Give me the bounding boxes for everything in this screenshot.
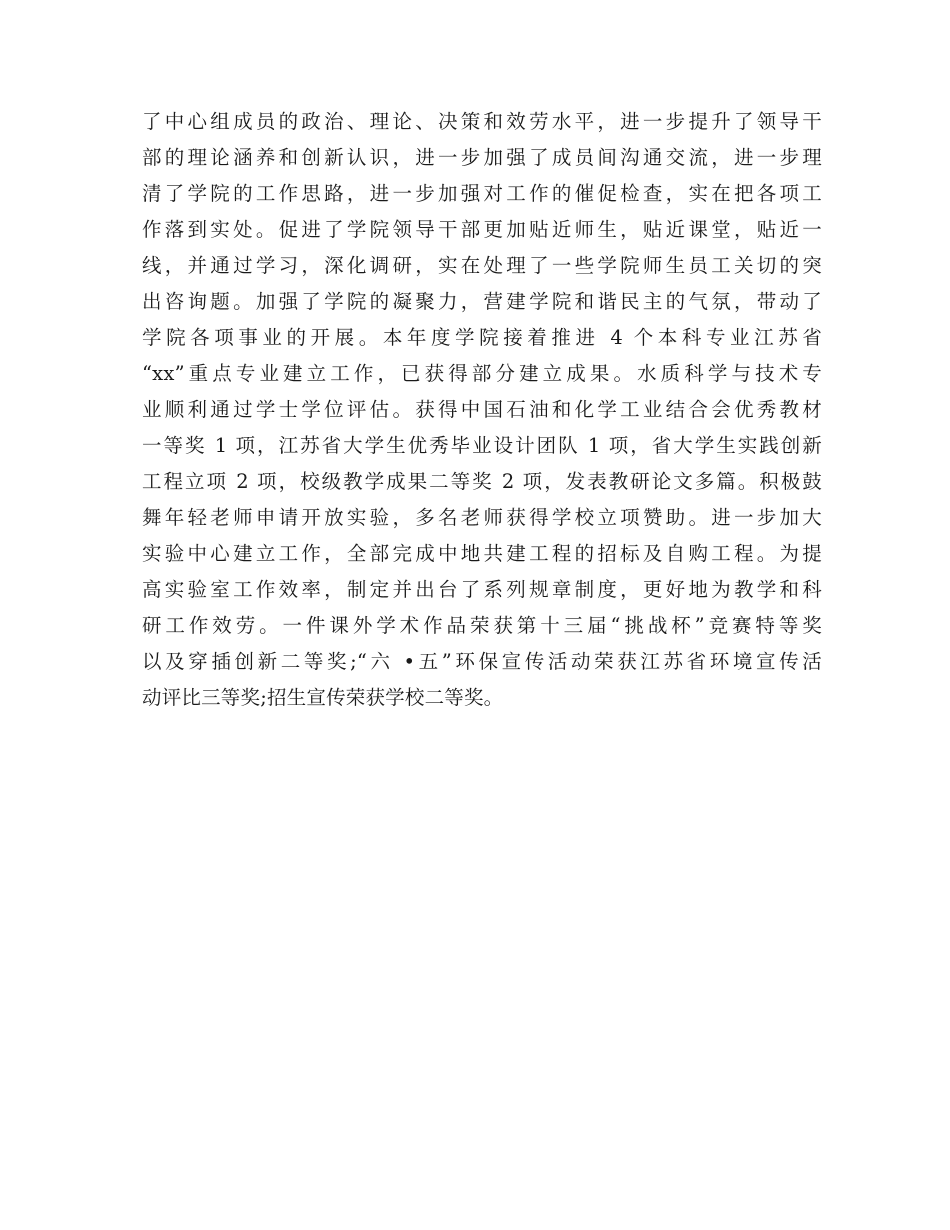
paragraph-line: 业顺利通过学士学位评估。获得中国石油和化学工业结合会优秀教材: [142, 398, 822, 421]
paragraph-line: 工程立项 2 项，校级教学成果二等奖 2 项，发表教研论文多篇。积极鼓: [142, 470, 822, 493]
paragraph-line: 学院各项事业的开展。本年度学院接着推进 4 个本科专业江苏省: [142, 326, 822, 349]
paragraph-line: 舞年轻老师申请开放实验，多名老师获得学校立项赞助。进一步加大: [142, 506, 822, 529]
paragraph-line: 作落到实处。促进了学院领导干部更加贴近师生，贴近课堂，贴近一: [142, 218, 822, 241]
paragraph-line: 清了学院的工作思路，进一步加强对工作的催促检查，实在把各项工: [142, 182, 822, 205]
paragraph-line: 实验中心建立工作，全部完成中地共建工程的招标及自购工程。为提: [142, 542, 822, 565]
paragraph-line: 研工作效劳。一件课外学术作品荣获第十三届“挑战杯”竞赛特等奖: [142, 614, 822, 637]
paragraph-line: 一等奖 1 项，江苏省大学生优秀毕业设计团队 1 项，省大学生实践创新: [142, 434, 822, 457]
paragraph-line: 线，并通过学习，深化调研，实在处理了一些学院师生员工关切的突: [142, 254, 822, 277]
paragraph-line: 高实验室工作效率，制定并出台了系列规章制度，更好地为教学和科: [142, 578, 822, 601]
body-paragraph: [142, 104, 822, 716]
paragraph-line: 部的理论涵养和创新认识，进一步加强了成员间沟通交流，进一步理: [142, 146, 822, 169]
paragraph-line: 出咨询题。加强了学院的凝聚力，营建学院和谐民主的气氛，带动了: [142, 290, 822, 313]
paragraph-line: 了中心组成员的政治、理论、决策和效劳水平，进一步提升了领导干: [142, 110, 822, 133]
paragraph-last-line: 动评比三等奖;招生宣传荣获学校二等奖。: [142, 686, 504, 709]
paragraph-line: “xx”重点专业建立工作，已获得部分建立成果。水质科学与技术专: [142, 362, 822, 385]
paragraph-line: 以及穿插创新二等奖;“六 •五”环保宣传活动荣获江苏省环境宣传活: [142, 650, 822, 673]
